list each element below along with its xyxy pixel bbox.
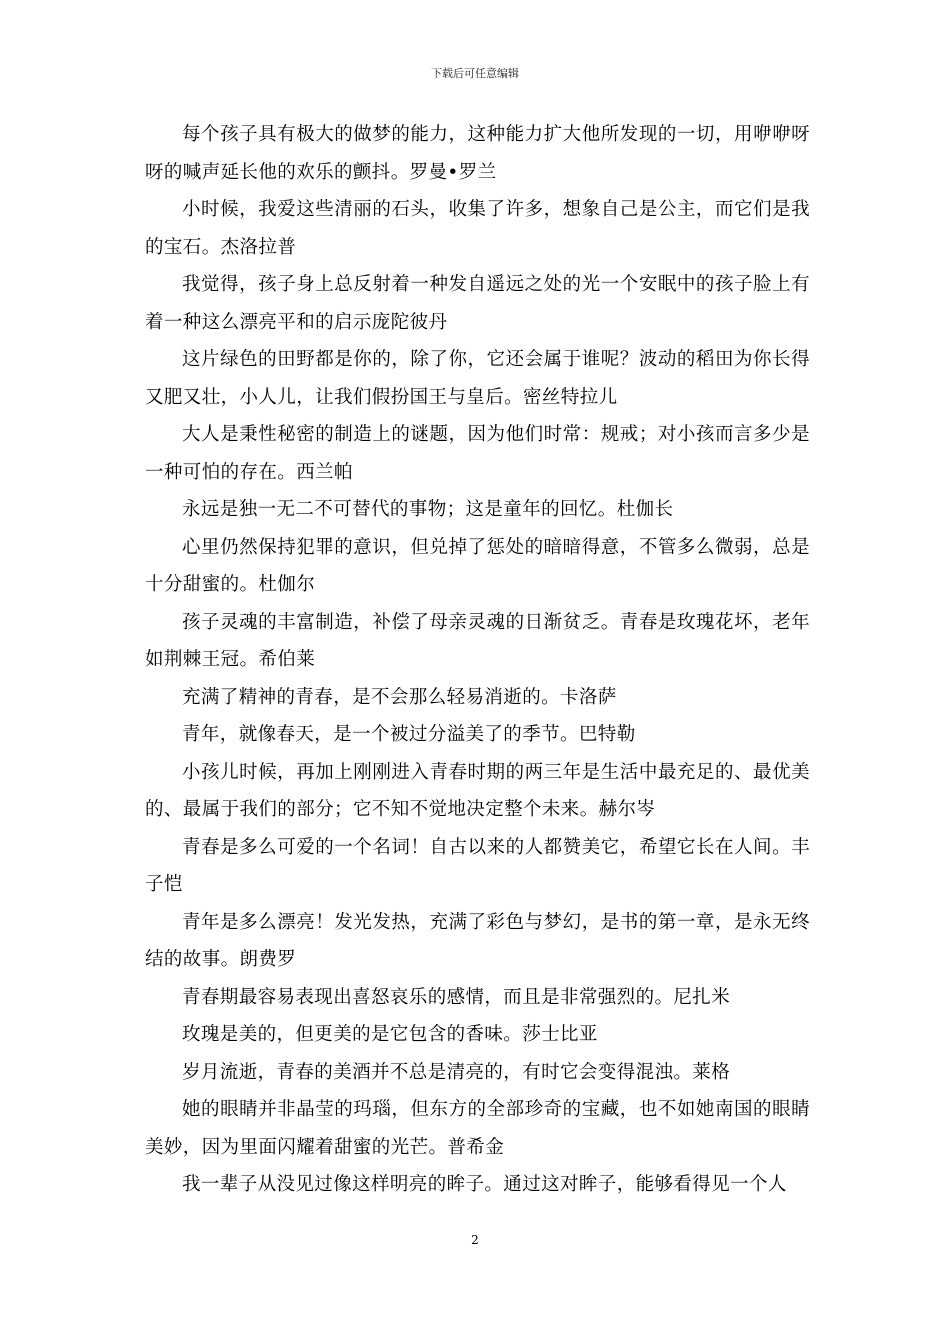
quote-paragraph: 心里仍然保持犯罪的意识，但兑掉了惩处的暗暗得意，不管多么微弱，总是十分甜蜜的。杜伽尔	[145, 536, 810, 595]
quote-paragraph: 青春期最容易表现出喜怒哀乐的感情，而且是非常强烈的。尼扎米	[182, 986, 731, 1008]
page-number: 2	[471, 1233, 479, 1247]
quote-paragraph: 她的眼睛并非晶莹的玛瑙，但东方的全部珍奇的宝藏，也不如她南国的眼睛美妙，因为里面闪耀着甜蜜的光芒。普希金	[145, 1099, 810, 1158]
quote-paragraph: 小时候，我爱这些清丽的石头，收集了许多，想象自己是公主，而它们是我的宝石。杰洛拉普	[145, 199, 810, 258]
quote-paragraph: 青年是多么漂亮！发光发热，充满了彩色与梦幻，是书的第一章，是永无终结的故事。朗费罗	[145, 911, 810, 970]
quote-paragraph: 我觉得，孩子身上总反射着一种发自遥远之处的光一个安眠中的孩子脸上有着一种这么漂亮平和的启示庞陀彼丹	[145, 274, 810, 333]
quote-paragraph: 青春是多么可爱的一个名词！自古以来的人都赞美它，希望它长在人间。丰子恺	[145, 836, 810, 895]
quote-paragraph: 充满了精神的青春，是不会那么轻易消逝的。卡洛萨	[182, 686, 617, 708]
quote-paragraph: 岁月流逝，青春的美酒并不总是清亮的，有时它会变得混浊。莱格	[182, 1061, 731, 1083]
quote-paragraph: 我一辈子从没见过像这样明亮的眸子。通过这对眸子，能够看得见一个人	[182, 1174, 787, 1195]
quote-paragraph: 青年，就像春天，是一个被过分溢美了的季节。巴特勒	[182, 724, 636, 745]
quote-paragraph: 小孩儿时候，再加上刚刚进入青春时期的两三年是生活中最充足的、最优美的、最属于我们的部分；它不知不觉地决定整个未来。赫尔岑	[145, 761, 810, 820]
quote-paragraph: 玫瑰是美的，但更美的是它包含的香味。莎士比亚	[182, 1024, 598, 1045]
quote-paragraph: 这片绿色的田野都是你的，除了你，它还会属于谁呢？波动的稻田为你长得又肥又壮，小人儿，让我们假扮国王与皇后。密丝特拉儿	[145, 349, 810, 408]
quote-paragraph: 大人是秉性秘密的制造上的谜题，因为他们时常：规戒；对小孩而言多少是一种可怕的存在。西兰帕	[145, 424, 810, 483]
quote-paragraph: 永远是独一无二不可替代的事物；这是童年的回忆。杜伽长	[182, 499, 674, 520]
page-header: 下载后可任意编辑	[431, 67, 519, 80]
document-body	[145, 116, 810, 1204]
quote-paragraph: 孩子灵魂的丰富制造，补偿了母亲灵魂的日渐贫乏。青春是玫瑰花坏，老年如荆棘王冠。希伯莱	[145, 611, 810, 670]
quote-paragraph: 每个孩子具有极大的做梦的能力，这种能力扩大他所发现的一切，用咿咿呀呀的喊声延长他的欢乐的颤抖。罗曼•罗兰	[145, 124, 810, 183]
